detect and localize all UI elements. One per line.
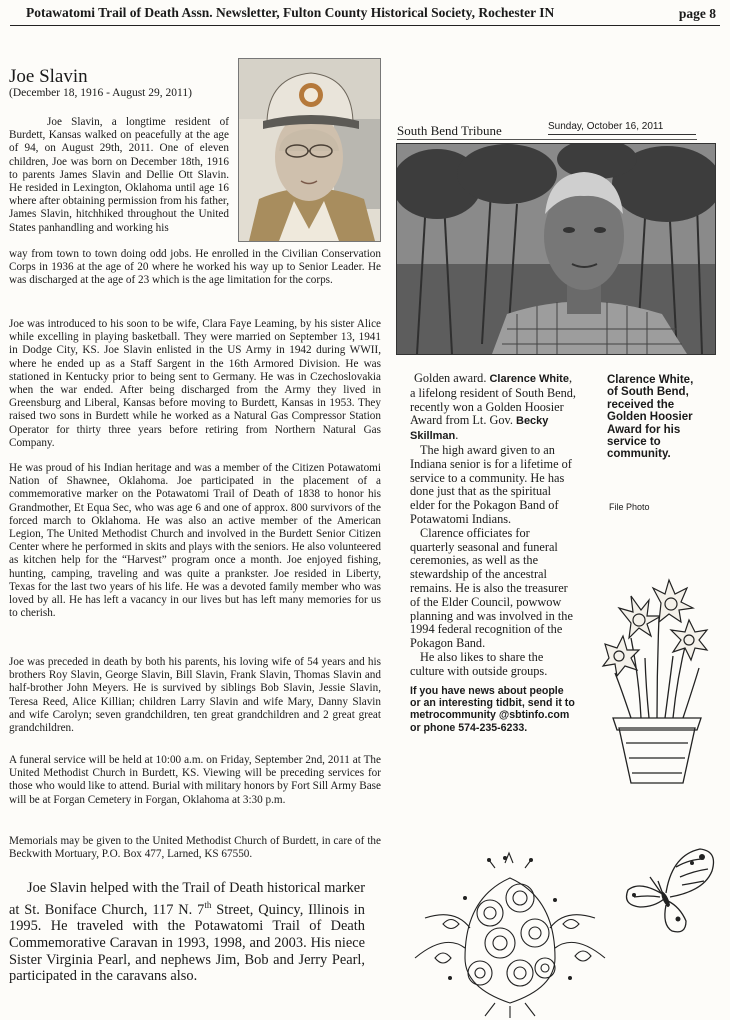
clipping-paragraph-1: Golden award. Clarence White, a lifelong resident of South Bend, recently won a Golden Hoosier Award from Lt. Gov. Becky Skillman. xyxy=(410,371,576,443)
trail-of-death-note: Joe Slavin helped with the Trail of Death historical marker at St. Boniface Church, 117 N. 7th Street, Quincy, Illinois in 1995. He traveled with the Potawatomi Trail of Death Commemorative Caravan in 1993, 1998, and 2003. His niece Sister Virginia Pearl, and nephews Jim, Bob and Jerry Pearl, participated in the caravans also. xyxy=(9,880,365,985)
page-number: page 8 xyxy=(678,6,716,21)
butterfly-illustration xyxy=(620,845,718,937)
newsletter-title: Potawatomi Trail of Death Assn. Newsletter, Fulton County Historical Society, Rochester IN xyxy=(26,5,555,20)
clipping-article xyxy=(410,372,576,734)
clipping-paragraph-2: The high award given to an Indiana senior is for a lifetime of service to a community. He has done just that as the spiritual elder for the Pokagon Band of Potawatomi Indians. xyxy=(410,442,572,526)
obituary-paragraph-6: Memorials may be given to the United Methodist Church of Burdett, in care of the Beckwith Mortuary, P.O. Box 477, Larned, KS 67550. xyxy=(9,835,381,861)
obituary-dates: (December 18, 1916 - August 29, 2011) xyxy=(9,87,192,99)
daffodil-pot-illustration xyxy=(601,578,713,786)
rose-bouquet-illustration xyxy=(405,838,615,1018)
clarence-white-photo xyxy=(396,143,716,355)
obituary-paragraph-3: He was proud of his Indian heritage and was a member of the Citizen Potawatomi Nation of Shawnee, Oklahoma. Joe participated in the placement of a commemorative marker on the Potawatomi Trail of Death of 1838 to honor his Grandmother, Et Equa Sec, who was age 6 and one of approx. 800 survivors of the forced march to Oklahoma. He was also an active member of the American Legion, The United Methodist Church and involved in the Burdett Senior Citizen Center where he performed in skits and plays with the seniors. He also volunteered as kitchen help for the “Harvest” program once a month. Joe enjoyed fishing, hunting, camping, traveling and was quite a prankster. Joe resided in Liberty, Texas for the last two years of his life. He was a devoted family member who was loved by all. He has left a vacancy in our lives but has left many memories for us to cherish. xyxy=(9,462,381,620)
obituary-name: Joe Slavin xyxy=(9,66,88,87)
obituary-paragraph-1: Joe Slavin, a longtime resident of Burdett, Kansas walked on peacefully at the age of 94, on August 29th, 2011. One of eleven children, Joe was born on December 18th, 1916 to parents James Slavin and Dellie Ott Slavin. He resided in Lexington, Oklahoma until age 16 where after obtaining permission from his father, James Slavin, hitchhiked throughout the United States panhandling and working his xyxy=(9,116,229,234)
photo-caption: Clarence White, of South Bend, received the Golden Hoosier Award for his service to community. xyxy=(607,374,694,461)
obituary-paragraph-4: Joe was preceded in death by both his parents, his loving wife of 54 years and his brothers Roy Slavin, George Slavin, Bill Slavin, Frank Slavin, Thomas Slavin and half-brother John Meyers. He is survived by siblings Bob Slavin, Jessie Slavin, Teresa Reed, Alice Killian; children Larry Slavin and wife Mary, Danny Slavin and wife Carolyn; seven grandchildren, ten great grandchildren and 2 great great grandchildren. xyxy=(9,656,381,735)
clipping-paragraph-4: He also likes to share the culture with outside groups. xyxy=(410,649,548,678)
newspaper-date: Sunday, October 16, 2011 xyxy=(548,121,696,135)
obituary-paragraph-5: A funeral service will be held at 10:00 a.m. on Friday, September 2nd, 2011 at The United Methodist Church in Burdett, KS. Viewing will be preceding services for those who would like to attend. Burial with military honors by Fort Sill Army Base will be at Forgan Cemetery in Forgan, Oklahoma at 3:30 p.m. xyxy=(9,754,381,806)
obituary-paragraph-2: Joe was introduced to his soon to be wife, Clara Faye Leaming, by his sister Alice while excelling in playing basketball. They were married on September 13, 1941 in Dodge City, KS. Joe Slavin enlisted in the US Army in 1942 during WWII, where he ended up as a Staff Sargent in the 16th Armored Division. He was stationed in Kentucky prior to being sent to Germany. He was in Czechoslovakia when the war ended. After being discharged from the Army they lived in Greensburg and Liberal, Kansas before moving to Burdett, Kansas in 1953. They raised two sons in Burdett while he worked as a Natural Gas Compressor Station Operator for thirty three years before retiring from Northern Natural Gas Company. xyxy=(9,318,381,449)
photo-credit: File Photo xyxy=(609,502,650,512)
newspaper-name: South Bend Tribune xyxy=(397,123,502,138)
clipping-paragraph-3: Clarence officiates for quarterly seasonal and funeral ceremonies, as well as the stewardship of the ancestral remains. He is also the treasurer of the Elder Council, powwow planning and was involved in the 1994 federal recognition of the Pokagon Band. xyxy=(410,525,573,651)
clipping-divider xyxy=(397,139,697,140)
page-header xyxy=(10,5,720,26)
joe-slavin-photo xyxy=(238,58,381,242)
obituary-paragraph-1-continued: way from town to town doing odd jobs. He enrolled in the Civilian Conservation Corps in 1936 at the age of 20 where he worked his way up to Senior Leader. He was discharged at the age of 23 which is the age limitation for the corps. xyxy=(9,248,381,287)
news-tip-notice: If you have news about people or an interesting tidbit, send it to metrocommunity @sbtinfo.com or phone 574-235-6233. xyxy=(410,684,575,734)
